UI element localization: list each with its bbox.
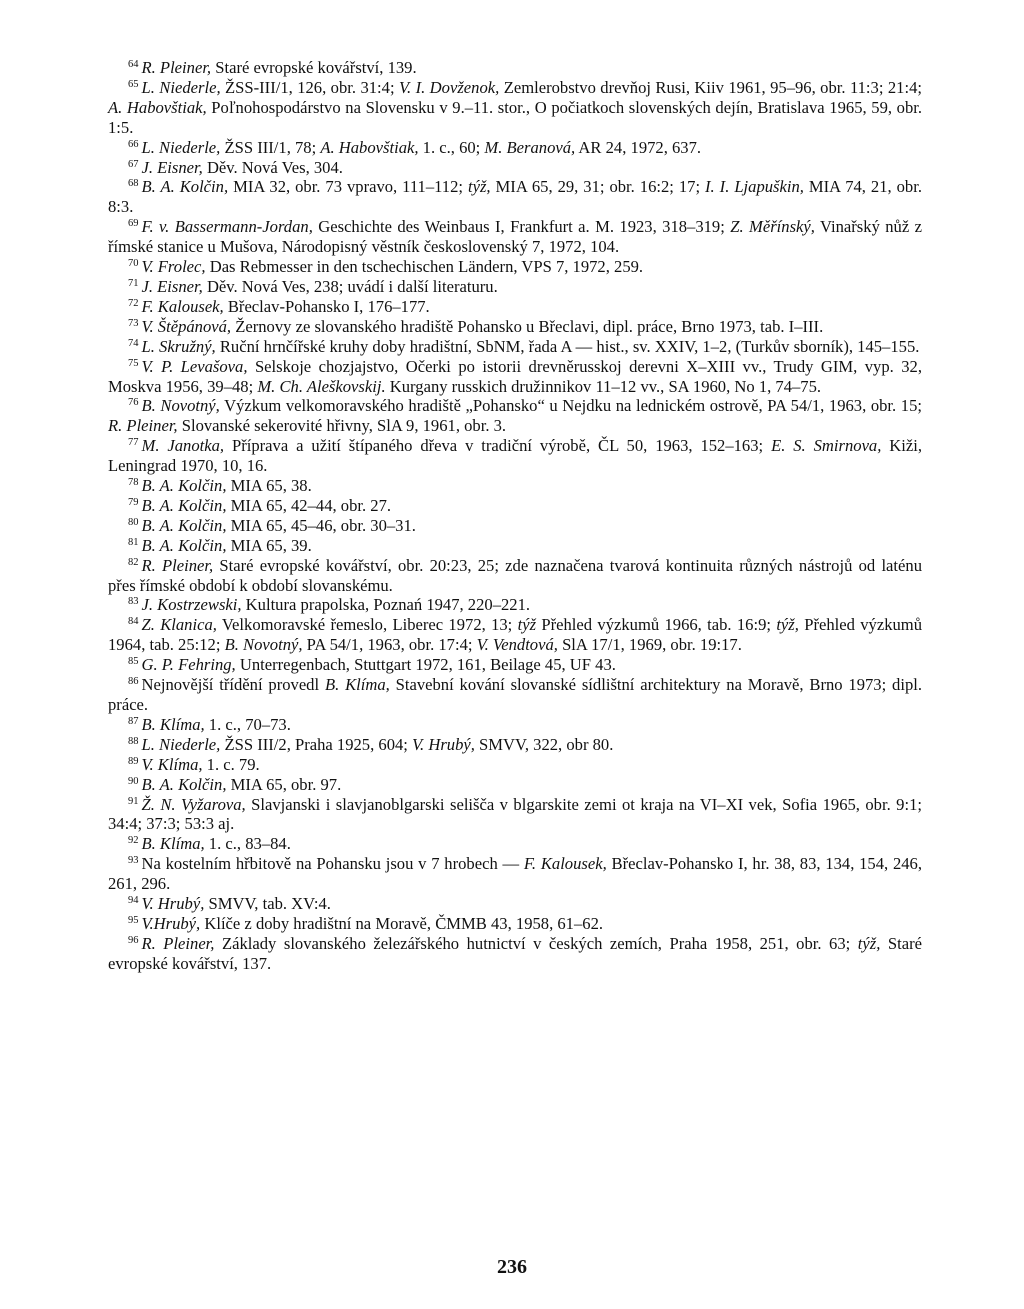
footnote-89 [108, 755, 922, 775]
author-name: J. Eisner, [141, 276, 203, 296]
citation-text: MIA 32, obr. 73 vpravo, 111–112; [228, 177, 468, 197]
author-name: B. A. Kolčin, [141, 177, 229, 197]
footnote-number: 75 [128, 357, 139, 369]
author-name: R. Pleiner, [108, 416, 178, 436]
author-name: F. Kalousek, [523, 854, 607, 874]
footnote-92 [108, 834, 922, 854]
author-name: M. Janotka, [141, 436, 225, 456]
footnote-number: 80 [128, 516, 139, 528]
footnote-70 [108, 257, 922, 277]
citation-text: Břeclav-Pohansko I, 176–177. [223, 296, 430, 316]
author-name: týž, [467, 177, 491, 197]
footnote-number: 81 [128, 536, 139, 548]
citation-text: MIA 65, 39. [226, 535, 312, 555]
citation-text: SMVV, 322, obr 80. [474, 734, 614, 754]
citation-text: Ruční hrnčířské kruhy doby hradištní, SbNM, řada A — hist., sv. XXIV, 1–2, (Turkův sborník), 145–155. [215, 336, 920, 356]
footnote-93 [108, 854, 922, 894]
author-name: V. Hrubý, [141, 894, 205, 914]
footnote-80 [108, 516, 922, 536]
citation-text: ŽSS III/1, 78; [220, 137, 321, 157]
author-name: B. A. Kolčin, [141, 495, 227, 515]
footnote-67 [108, 158, 922, 178]
author-name: L. Niederle, [141, 137, 221, 157]
citation-text: AR 24, 1972, 637. [575, 137, 702, 157]
footnote-number: 66 [128, 138, 139, 150]
footnote-91 [108, 795, 922, 835]
author-name: B. Klíma, [141, 714, 205, 734]
author-name: B. Novotný, [141, 396, 220, 416]
citation-text: MIA 65, 45–46, obr. 30–31. [226, 515, 416, 535]
author-name: B. Novotný, [224, 635, 303, 655]
footnote-66 [108, 138, 922, 158]
footnote-number: 91 [128, 795, 139, 807]
citation-text: Kurgany russkich družinnikov 11–12 vv., SA 1960, No 1, 74–75. [385, 376, 822, 396]
footnote-number: 74 [128, 337, 139, 349]
footnote-86 [108, 675, 922, 715]
footnote-number: 79 [128, 496, 139, 508]
citation-text: Příprava a užití štípaného dřeva v tradiční výrobě, ČL 50, 1963, 152–163; [224, 436, 772, 456]
author-name: B. A. Kolčin, [141, 515, 227, 535]
citation-text: Na kostelním hřbitově na Pohansku jsou v 7 hrobech — [141, 854, 524, 874]
footnote-72 [108, 297, 922, 317]
citation-text: 1. c. 79. [202, 754, 260, 774]
citation-text: MIA 74, 21, obr. 8:3. [108, 177, 922, 217]
footnote-number: 69 [128, 218, 139, 230]
author-name: R. Pleiner, [141, 555, 214, 575]
author-name: Ž. N. Vyžarova, [141, 794, 246, 814]
author-name: V. Klíma, [141, 754, 203, 774]
footnote-number: 64 [128, 59, 139, 70]
citation-text: Nejnovější třídění provedl [141, 675, 325, 695]
author-name: L. Skružný, [141, 336, 216, 356]
author-name: J. Kostrzewski, [141, 595, 242, 615]
citation-text: Unterregenbach, Stuttgart 1972, 161, Beilage 45, UF 43. [235, 655, 616, 675]
footnote-number: 87 [128, 715, 139, 727]
citation-text: Slavjanski i slavjanoblgarski selišča v blgarskite zemi ot kraja na VI–XI vek, Sofia 1965, obr. 9:1; 34:4; 37:3; 53:3 aj. [108, 794, 922, 834]
footnote-78 [108, 476, 922, 496]
citation-text: Klíče z doby hradištní na Moravě, ČMMB 43, 1958, 61–62. [200, 913, 604, 933]
footnote-number: 83 [128, 596, 139, 608]
author-name: V. Frolec, [141, 257, 206, 277]
citation-text: MIA 65, obr. 97. [226, 774, 342, 794]
footnote-75 [108, 357, 922, 397]
footnote-69 [108, 217, 922, 257]
citation-text: Kultura prapolska, Poznań 1947, 220–221. [241, 595, 531, 615]
footnote-95 [108, 914, 922, 934]
author-name: V.Hrubý, [141, 913, 201, 933]
footnote-64 [108, 58, 922, 78]
citation-text: Velkomoravské řemeslo, Liberec 1972, 13; [216, 615, 518, 635]
author-name: M. Beranová, [484, 137, 576, 157]
page-number: 236 [497, 1256, 527, 1278]
author-name: M. Ch. Aleškovskij. [257, 376, 386, 396]
author-name: B. Klíma, [141, 834, 205, 854]
citation-text: ŽSS III/2, Praha 1925, 604; [220, 734, 413, 754]
author-name: L. Niederle, [141, 734, 221, 754]
footnote-68 [108, 177, 922, 217]
citation-text: 1. c., 60; [418, 137, 485, 157]
footnote-96 [108, 934, 922, 974]
footnote-76 [108, 396, 922, 436]
author-name: I. I. Ljapuškin, [705, 177, 804, 197]
author-name: týž, [776, 615, 799, 635]
citation-text: Zemlerobstvo drevňoj Rusi, Kiiv 1961, 95–96, obr. 11:3; 21:4; [499, 77, 922, 97]
citation-text: Přehled výzkumů 1966, tab. 16:9; [536, 615, 777, 635]
citation-text: Kiži, Leningrad 1970, 10, 16. [108, 436, 923, 476]
author-name: týž [517, 615, 537, 635]
author-name: L. Niederle, [141, 77, 221, 97]
footnote-71 [108, 277, 922, 297]
footnotes-list [108, 58, 922, 974]
footnote-82 [108, 556, 922, 596]
footnote-74 [108, 337, 922, 357]
citation-text: MIA 65, 42–44, obr. 27. [226, 495, 392, 515]
citation-text: Poľnohospodárstvo na Slovensku v 9.–11. stor., O počiatkoch slovenských dejín, Bratislava 1965, 59, obr. 1:5. [108, 97, 922, 137]
citation-text: Břeclav-Pohansko I, hr. 38, 83, 134, 154, 246, 261, 296. [108, 854, 922, 894]
citation-text: Staré evropské kovářství, obr. 20:23, 25; zde naznačena tvarová kontinuita různých nástrojů od laténu přes římské období k období slovanskému. [108, 555, 922, 595]
citation-text: Vinařský nůž z římské stanice u Mušova, Národopisný věstník československý 7, 1972, 104. [108, 217, 922, 257]
footnote-number: 90 [128, 775, 139, 787]
citation-text: 1. c., 83–84. [204, 834, 291, 854]
footnote-65 [108, 78, 922, 138]
citation-text: MIA 65, 29, 31; obr. 16:2; 17; [490, 177, 706, 197]
footnote-79 [108, 496, 922, 516]
author-name: B. Klíma, [324, 675, 390, 695]
author-name: V. I. Dovženok, [399, 77, 500, 97]
citation-text: Geschichte des Weinbaus I, Frankfurt a. M. 1923, 318–319; [312, 217, 731, 237]
footnote-number: 88 [128, 735, 139, 747]
citation-text: 1. c., 70–73. [204, 714, 291, 734]
citation-text: Das Rebmesser in den tschechischen Ländern, VPS 7, 1972, 259. [205, 257, 644, 277]
footnote-73 [108, 317, 922, 337]
citation-text: Děv. Nová Ves, 304. [202, 157, 343, 177]
author-name: B. A. Kolčin, [141, 476, 227, 496]
footnote-number: 96 [128, 934, 139, 946]
citation-text: Žernovy ze slovanského hradiště Pohansko u Břeclavi, dipl. práce, Brno 1973, tab. I–III. [231, 316, 824, 336]
footnote-number: 85 [128, 656, 139, 668]
author-name: V. P. Levašova, [141, 356, 248, 376]
author-name: Z. Měřínský, [730, 217, 815, 237]
footnote-94 [108, 894, 922, 914]
citation-text: Stavební kování slovanské sídlištní architektury na Moravě, Brno 1973; dipl. práce. [108, 675, 923, 714]
footnote-88 [108, 735, 922, 755]
author-name: Z. Klanica, [141, 615, 217, 635]
citation-text: Selskoje chozjajstvo, Očerki po istorii drevněrusskoj derevni X–XIII vv., Trudy GIM, vyp. 32, Moskva 1956, 39–48; [108, 356, 922, 396]
citation-text: Výzkum velkomoravského hradiště „Pohansko“ u Nejdku na lednickém ostrově, PA 54/1, 1963, obr. 15; [219, 396, 922, 416]
footnote-number: 94 [128, 895, 139, 907]
footnote-number: 86 [128, 676, 139, 688]
footnote-number: 76 [128, 397, 139, 409]
footnote-85 [108, 655, 922, 675]
citation-text: Děv. Nová Ves, 238; uvádí i další literaturu. [202, 276, 498, 296]
citation-text: Slovanské sekerovité hřivny, SlA 9, 1961, obr. 3. [177, 416, 507, 436]
citation-text: Základy slovanského železářského hutnictví v českých zemích, Praha 1958, 251, obr. 63; [214, 933, 858, 953]
author-name: R. Pleiner, [141, 933, 215, 953]
author-name: F. Kalousek, [141, 296, 224, 316]
footnote-77 [108, 436, 922, 476]
author-name: G. P. Fehring, [141, 655, 236, 675]
citation-text: Přehled výzkumů 1964, tab. 25:12; [108, 615, 922, 655]
author-name: V. Hrubý, [412, 734, 475, 754]
footnote-84 [108, 615, 922, 655]
author-name: A. Habovštiak, [108, 97, 207, 117]
footnote-number: 71 [128, 277, 139, 289]
footnote-83 [108, 595, 922, 615]
citation-text: Staré evropské kovářství, 139. [211, 58, 417, 77]
footnote-number: 73 [128, 317, 139, 329]
author-name: B. A. Kolčin, [141, 535, 227, 555]
footnote-number: 95 [128, 914, 139, 926]
footnote-number: 72 [128, 297, 139, 309]
author-name: V. Vendtová, [476, 635, 558, 655]
footnote-number: 93 [128, 855, 139, 867]
citation-text: SlA 17/1, 1969, obr. 19:17. [557, 635, 742, 655]
citation-text: Staré evropské kovářství, 137. [108, 933, 922, 973]
footnote-number: 89 [128, 755, 139, 767]
footnote-number: 82 [128, 556, 139, 568]
citation-text: ŽSS-III/1, 126, obr. 31:4; [220, 77, 399, 97]
author-name: týž, [857, 933, 881, 953]
footnote-number: 78 [128, 477, 139, 489]
footnote-number: 92 [128, 835, 139, 847]
citation-text: PA 54/1, 1963, obr. 17:4; [302, 635, 477, 655]
author-name: V. Štěpánová, [141, 316, 232, 336]
footnote-number: 84 [128, 616, 139, 628]
author-name: E. S. Smirnova, [771, 436, 882, 456]
footnote-87 [108, 715, 922, 735]
citation-text: SMVV, tab. XV:4. [204, 894, 331, 914]
author-name: B. A. Kolčin, [141, 774, 227, 794]
footnote-number: 68 [128, 178, 139, 190]
author-name: R. Pleiner, [141, 58, 212, 77]
citation-text: MIA 65, 38. [226, 476, 312, 496]
author-name: A. Habovštiak, [320, 137, 419, 157]
author-name: J. Eisner, [141, 157, 203, 177]
footnote-number: 67 [128, 158, 139, 170]
author-name: F. v. Bassermann-Jordan, [141, 217, 313, 237]
footnote-number: 70 [128, 258, 139, 270]
footnote-number: 77 [128, 437, 139, 449]
footnote-81 [108, 536, 922, 556]
footnote-number: 65 [128, 78, 139, 90]
footnote-90 [108, 775, 922, 795]
